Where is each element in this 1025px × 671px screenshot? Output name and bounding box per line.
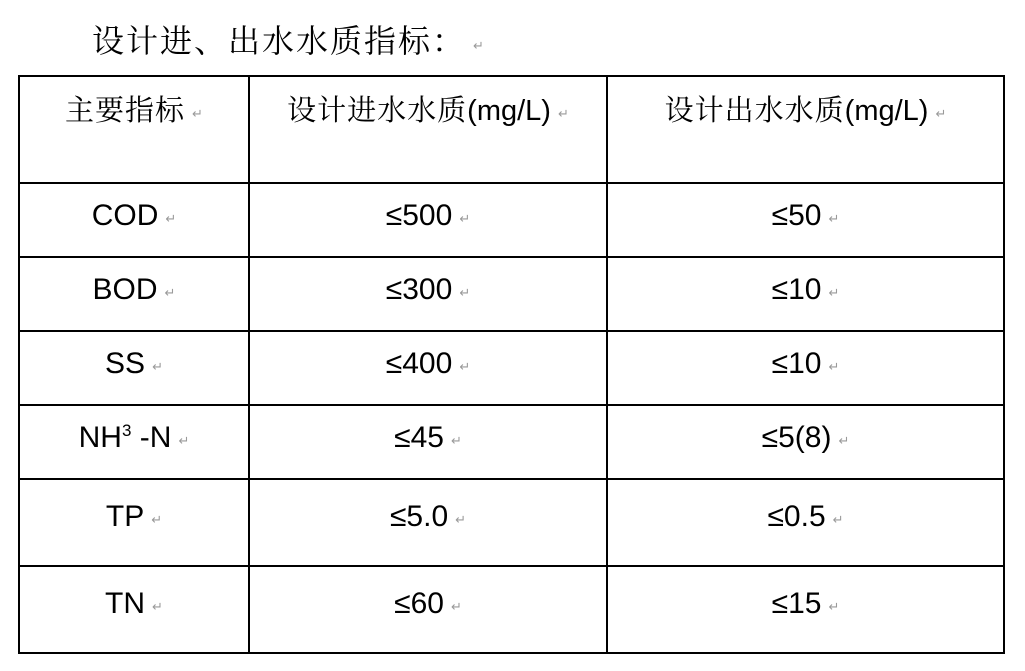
cell-return-mark: ↵ xyxy=(152,360,163,375)
cell-indicator: SS ↵ xyxy=(19,331,249,405)
cell-influent: ≤45 ↵ xyxy=(249,405,607,479)
cell-return-mark: ↵ xyxy=(828,360,840,375)
cell-return-mark: ↵ xyxy=(164,286,176,301)
header-influent-unit: (mg/L) xyxy=(467,95,551,127)
header-indicator-label: 主要指标 xyxy=(65,95,186,127)
cell-return-mark: ↵ xyxy=(838,434,850,449)
cell-return-mark: ↵ xyxy=(450,434,462,449)
table-row-tn xyxy=(19,566,1004,653)
cell-return-mark: ↵ xyxy=(178,434,190,449)
header-cell-influent xyxy=(249,76,607,183)
cell-effluent: ≤0.5 ↵ xyxy=(607,479,1004,566)
table-header-row xyxy=(19,76,1004,183)
cell-return-mark: ↵ xyxy=(832,513,844,528)
cell-effluent: ≤50 ↵ xyxy=(607,183,1004,257)
cell-return-mark: ↵ xyxy=(165,212,177,227)
cell-return-mark: ↵ xyxy=(455,513,467,528)
cell-return-mark: ↵ xyxy=(151,513,163,528)
cell-effluent: ≤15 ↵ xyxy=(607,566,1004,653)
cell-return-mark: ↵ xyxy=(459,360,471,375)
cell-indicator: BOD ↵ xyxy=(19,257,249,331)
cell-return-mark: ↵ xyxy=(459,212,471,227)
cell-return-mark: ↵ xyxy=(828,212,840,227)
cell-influent: ≤400 ↵ xyxy=(249,331,607,405)
cell-influent: ≤60 ↵ xyxy=(249,566,607,653)
paragraph-return-mark: ↵ xyxy=(473,39,484,54)
cell-indicator: COD ↵ xyxy=(19,183,249,257)
water-quality-table xyxy=(18,75,1005,654)
cell-influent: ≤300 ↵ xyxy=(249,257,607,331)
cell-effluent: ≤10 ↵ xyxy=(607,257,1004,331)
cell-effluent: ≤10 ↵ xyxy=(607,331,1004,405)
cell-indicator: $NH^3$ -N ↵ xyxy=(19,405,249,479)
superscript-3: 3 xyxy=(121,421,132,440)
cell-return-mark: ↵ xyxy=(459,286,471,301)
cell-effluent: ≤5(8) ↵ xyxy=(607,405,1004,479)
header-cell-indicator xyxy=(19,76,249,183)
cell-return-mark: ↵ xyxy=(152,600,163,615)
cell-return-mark: ↵ xyxy=(828,286,840,301)
table-row-ss xyxy=(19,331,1004,405)
cell-return-mark: ↵ xyxy=(935,107,947,122)
cell-return-mark: ↵ xyxy=(192,107,203,122)
table-row-nh3-n xyxy=(19,405,1004,479)
document-title-text: 设计进、出水水质指标： xyxy=(92,23,467,59)
document-title xyxy=(92,16,484,62)
header-effluent-label: 设计出水水质 xyxy=(664,95,845,127)
table-row-tp xyxy=(19,479,1004,566)
cell-influent: ≤5.0 ↵ xyxy=(249,479,607,566)
header-effluent-unit: (mg/L) xyxy=(844,95,929,127)
header-cell-effluent xyxy=(607,76,1004,183)
table-row-cod xyxy=(19,183,1004,257)
cell-indicator: TN ↵ xyxy=(19,566,249,653)
cell-return-mark: ↵ xyxy=(557,107,569,122)
cell-return-mark: ↵ xyxy=(450,600,462,615)
header-influent-label: 设计进水水质 xyxy=(287,95,468,127)
cell-return-mark: ↵ xyxy=(828,600,840,615)
cell-influent: ≤500 ↵ xyxy=(249,183,607,257)
cell-indicator: TP ↵ xyxy=(19,479,249,566)
table-row-bod xyxy=(19,257,1004,331)
